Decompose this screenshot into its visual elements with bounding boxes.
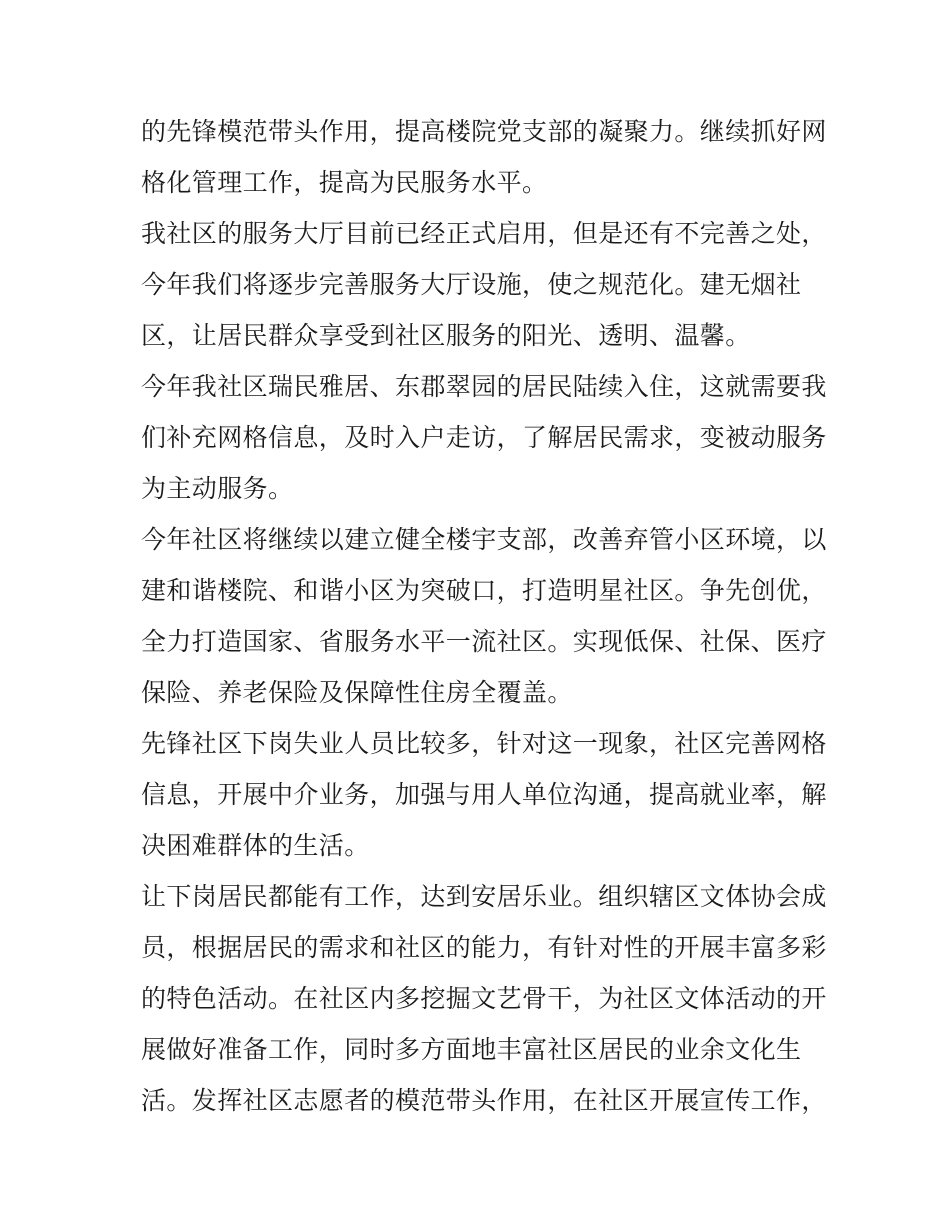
text-line: 建和谐楼院、和谐小区为突破口，打造明星社区。争先创优，: [141, 576, 827, 605]
paragraph-3: [141, 361, 831, 514]
text-line: 的先锋模范带头作用，提高楼院党支部的凝聚力。继续抓好网: [141, 117, 827, 146]
text-line: 今年社区将继续以建立健全楼宇支部，改善弃管小区环境，以: [141, 525, 827, 554]
text-line: 先锋社区下岗失业人员比较多，针对这一现象，社区完善网格: [141, 729, 827, 758]
text-line: 展做好准备工作，同时多方面地丰富社区居民的业余文化生: [141, 1035, 802, 1064]
paragraph-5: [141, 718, 831, 871]
text-line: 格化管理工作，提高为民服务水平。: [141, 168, 548, 197]
text-line: 保险、养老保险及保障性住房全覆盖。: [141, 678, 573, 707]
text-line: 员，根据居民的需求和社区的能力，有针对性的开展丰富多彩: [141, 933, 827, 962]
text-line: 决困难群体的生活。: [141, 831, 370, 860]
text-line: 我社区的服务大厅目前已经正式启用，但是还有不完善之处，: [141, 219, 827, 248]
text-line: 今年我们将逐步完善服务大厅设施，使之规范化。建无烟社: [141, 270, 802, 299]
text-line: 区，让居民群众享受到社区服务的阳光、透明、温馨。: [141, 321, 751, 350]
paragraph-2: [141, 208, 831, 361]
paragraph-4: [141, 514, 831, 718]
text-line: 信息，开展中介业务，加强与用人单位沟通，提高就业率，解: [141, 780, 827, 809]
text-line: 们补充网格信息，及时入户走访，了解居民需求，变被动服务: [141, 423, 827, 452]
text-line: 全力打造国家、省服务水平一流社区。实现低保、社保、医疗: [141, 627, 827, 656]
text-line: 让下岗居民都能有工作，达到安居乐业。组织辖区文体协会成: [141, 882, 827, 911]
document-body: [141, 106, 831, 1126]
paragraph-1: [141, 106, 831, 208]
text-line: 的特色活动。在社区内多挖掘文艺骨干，为社区文体活动的开: [141, 984, 827, 1013]
text-line: 为主动服务。: [141, 474, 294, 503]
text-line: 活。发挥社区志愿者的模范带头作用，在社区开展宣传工作，: [141, 1086, 827, 1115]
text-line: 今年我社区瑞民雅居、东郡翠园的居民陆续入住，这就需要我: [141, 372, 827, 401]
paragraph-6: [141, 871, 831, 1126]
